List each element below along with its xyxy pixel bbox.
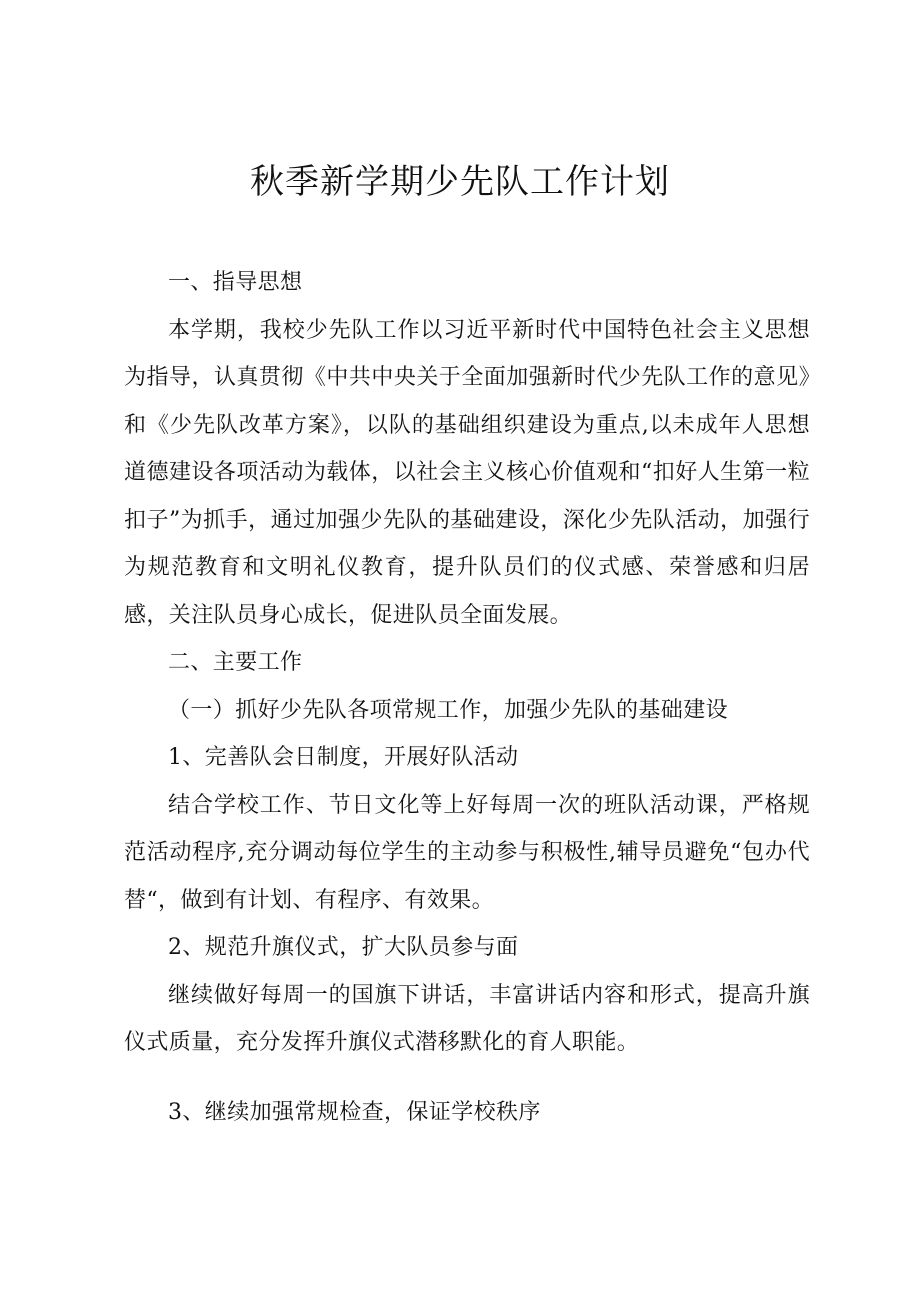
- subheading-routine-work: （一）抓好少先队各项常规工作，加强少先队的基础建设: [168, 697, 729, 723]
- item-team-meeting: 1、完善队会日制度，开展好队活动: [168, 745, 519, 770]
- heading-main-work: 二、主要工作: [168, 650, 303, 675]
- item-flag-ceremony: 2、规范升旗仪式，扩大队员参与面: [168, 935, 519, 960]
- heading-guiding-ideology: 一、指导思想: [168, 270, 303, 295]
- paragraph-flag-ceremony: 继续做好每周一的国旗下讲话，丰富讲话内容和形式，提高升旗仪式质量，充分发挥升旗仪式潜移默化的育人职能。: [124, 982, 810, 1055]
- item-routine-inspection: 3、继续加强常规检查，保证学校秩序: [168, 1099, 541, 1125]
- paragraph-team-meeting: 结合学校工作、节日文化等上好每周一次的班队活动课，严格规范活动程序,充分调动每位学生的主动参与积极性,辅导员避免“包办代替“，做到有计划、有程序、有效果。: [124, 792, 810, 913]
- document-title: 秋季新学期少先队工作计划: [250, 162, 670, 202]
- document-body: [124, 259, 810, 1136]
- paragraph-guiding-ideology: 本学期，我校少先队工作以习近平新时代中国特色社会主义思想为指导，认真贯彻《中共中央关于全面加强新时代少先队工作的意见》和《少先队改革方案》，以队的基础组织建设为重点,以未成年人思想道德建设各项活动为载体，以社会主义核心价值观和“扣好人生第一粒扣子”为抓手，通过加强少先队的基础建设，深化少先队活动，加强行为规范教育和文明礼仪教育，提升队员们的仪式感、荣誉感和归居感，关注队员身心成长，促进队员全面发展。: [124, 317, 810, 628]
